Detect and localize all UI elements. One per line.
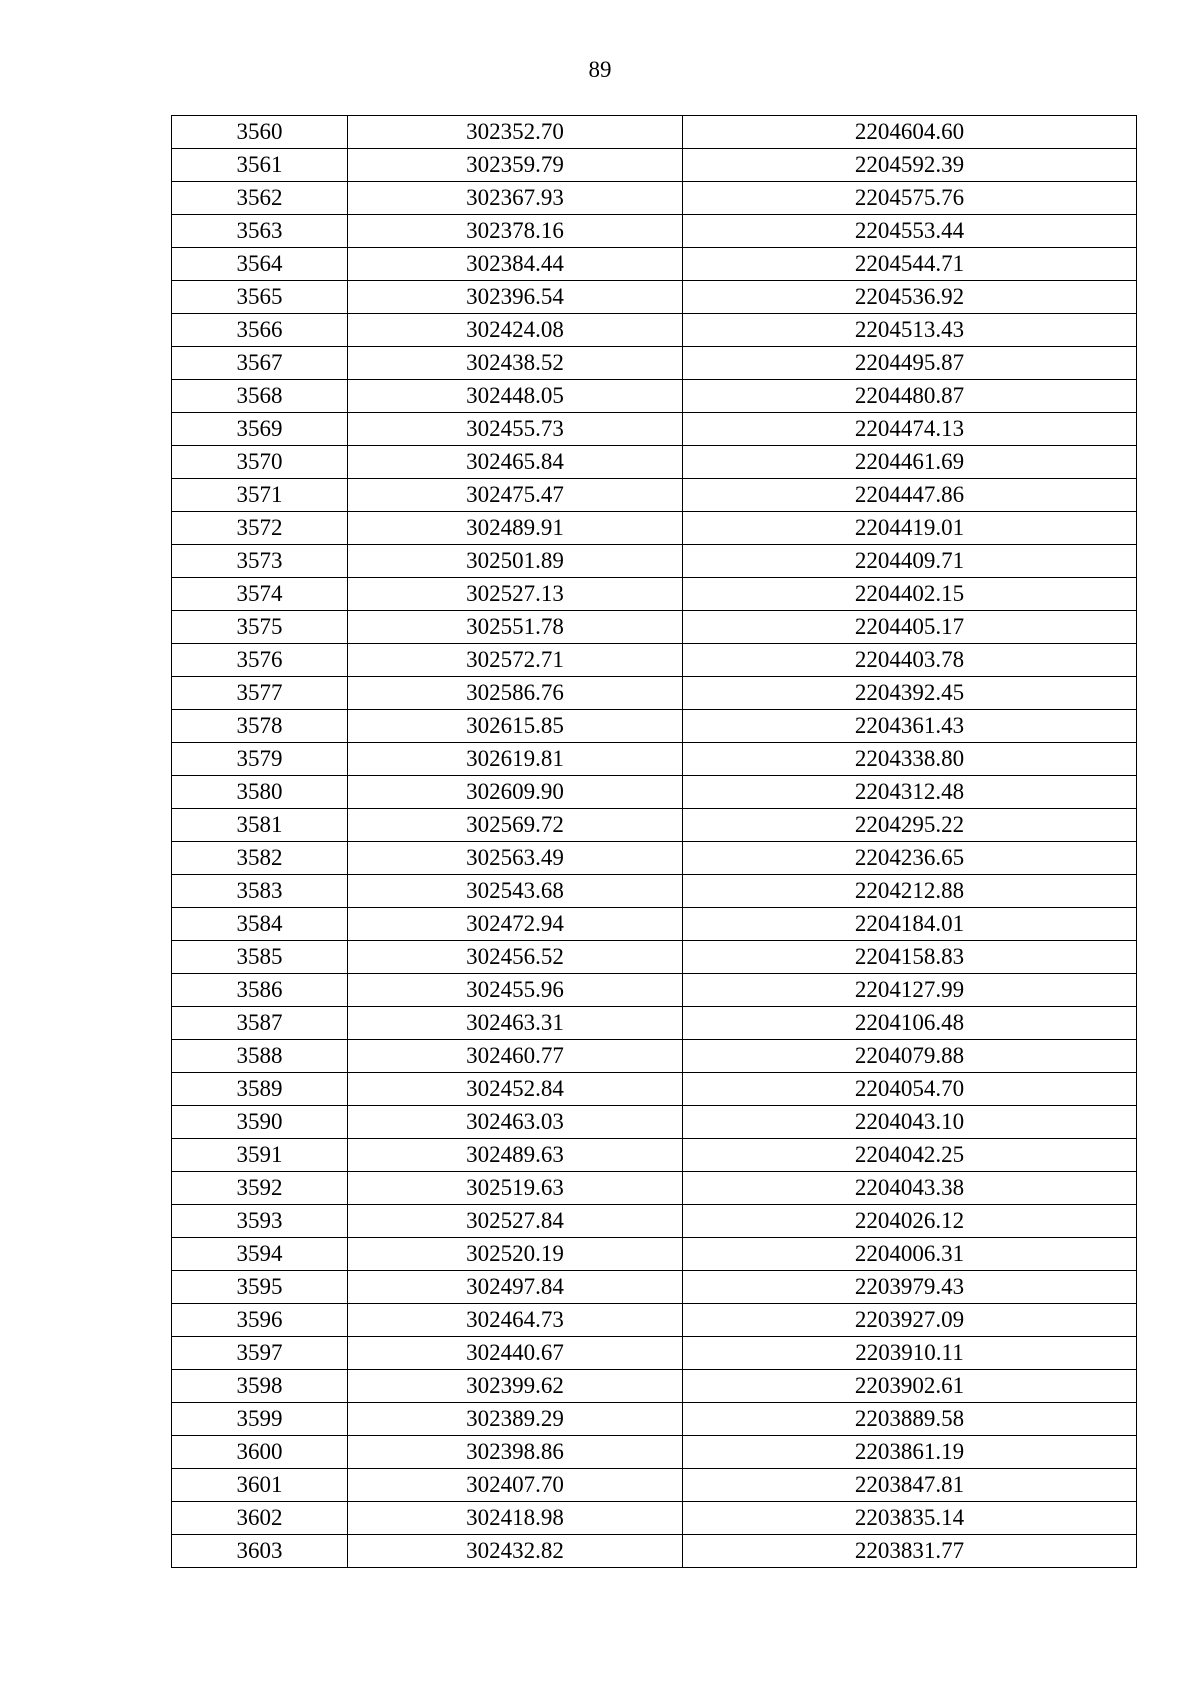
table-row — [172, 1337, 1137, 1370]
point-number-cell: 3561 — [172, 149, 348, 182]
x-coordinate-cell: 302501.89 — [348, 545, 683, 578]
table-row — [172, 875, 1137, 908]
table-row — [172, 1304, 1137, 1337]
x-coordinate-cell: 302440.67 — [348, 1337, 683, 1370]
point-number-cell: 3586 — [172, 974, 348, 1007]
table-row — [172, 1073, 1137, 1106]
y-coordinate-cell: 2204236.65 — [683, 842, 1137, 875]
table-row — [172, 1469, 1137, 1502]
point-number-cell: 3583 — [172, 875, 348, 908]
x-coordinate-cell: 302438.52 — [348, 347, 683, 380]
y-coordinate-cell: 2204054.70 — [683, 1073, 1137, 1106]
point-number-cell: 3600 — [172, 1436, 348, 1469]
y-coordinate-cell: 2204312.48 — [683, 776, 1137, 809]
point-number-cell: 3565 — [172, 281, 348, 314]
x-coordinate-cell: 302475.47 — [348, 479, 683, 512]
coordinates-table — [171, 115, 1137, 1568]
point-number-cell: 3582 — [172, 842, 348, 875]
point-number-cell: 3587 — [172, 1007, 348, 1040]
y-coordinate-cell: 2203861.19 — [683, 1436, 1137, 1469]
y-coordinate-cell: 2204043.10 — [683, 1106, 1137, 1139]
x-coordinate-cell: 302463.03 — [348, 1106, 683, 1139]
table-row — [172, 545, 1137, 578]
point-number-cell: 3593 — [172, 1205, 348, 1238]
point-number-cell: 3562 — [172, 182, 348, 215]
point-number-cell: 3602 — [172, 1502, 348, 1535]
point-number-cell: 3573 — [172, 545, 348, 578]
table-row — [172, 248, 1137, 281]
x-coordinate-cell: 302489.63 — [348, 1139, 683, 1172]
table-row — [172, 116, 1137, 149]
y-coordinate-cell: 2204402.15 — [683, 578, 1137, 611]
x-coordinate-cell: 302418.98 — [348, 1502, 683, 1535]
point-number-cell: 3597 — [172, 1337, 348, 1370]
table-row — [172, 1403, 1137, 1436]
x-coordinate-cell: 302384.44 — [348, 248, 683, 281]
table-row — [172, 512, 1137, 545]
y-coordinate-cell: 2204184.01 — [683, 908, 1137, 941]
x-coordinate-cell: 302563.49 — [348, 842, 683, 875]
x-coordinate-cell: 302551.78 — [348, 611, 683, 644]
point-number-cell: 3578 — [172, 710, 348, 743]
point-number-cell: 3564 — [172, 248, 348, 281]
point-number-cell: 3590 — [172, 1106, 348, 1139]
y-coordinate-cell: 2204405.17 — [683, 611, 1137, 644]
y-coordinate-cell: 2204392.45 — [683, 677, 1137, 710]
y-coordinate-cell: 2204295.22 — [683, 809, 1137, 842]
table-row — [172, 479, 1137, 512]
x-coordinate-cell: 302586.76 — [348, 677, 683, 710]
y-coordinate-cell: 2204006.31 — [683, 1238, 1137, 1271]
y-coordinate-cell: 2204409.71 — [683, 545, 1137, 578]
point-number-cell: 3577 — [172, 677, 348, 710]
table-row — [172, 842, 1137, 875]
y-coordinate-cell: 2204513.43 — [683, 314, 1137, 347]
y-coordinate-cell: 2204338.80 — [683, 743, 1137, 776]
table-row — [172, 1172, 1137, 1205]
table-row — [172, 1205, 1137, 1238]
x-coordinate-cell: 302460.77 — [348, 1040, 683, 1073]
y-coordinate-cell: 2204536.92 — [683, 281, 1137, 314]
page-number: 89 — [588, 57, 612, 82]
y-coordinate-cell: 2203979.43 — [683, 1271, 1137, 1304]
y-coordinate-cell: 2204495.87 — [683, 347, 1137, 380]
table-row — [172, 644, 1137, 677]
table-row — [172, 941, 1137, 974]
table-row — [172, 611, 1137, 644]
table-row — [172, 413, 1137, 446]
x-coordinate-cell: 302396.54 — [348, 281, 683, 314]
x-coordinate-cell: 302619.81 — [348, 743, 683, 776]
y-coordinate-cell: 2204212.88 — [683, 875, 1137, 908]
x-coordinate-cell: 302465.84 — [348, 446, 683, 479]
table-row — [172, 182, 1137, 215]
point-number-cell: 3566 — [172, 314, 348, 347]
table-row — [172, 1535, 1137, 1568]
y-coordinate-cell: 2203847.81 — [683, 1469, 1137, 1502]
x-coordinate-cell: 302367.93 — [348, 182, 683, 215]
y-coordinate-cell: 2204361.43 — [683, 710, 1137, 743]
x-coordinate-cell: 302464.73 — [348, 1304, 683, 1337]
x-coordinate-cell: 302543.68 — [348, 875, 683, 908]
x-coordinate-cell: 302359.79 — [348, 149, 683, 182]
point-number-cell: 3574 — [172, 578, 348, 611]
x-coordinate-cell: 302519.63 — [348, 1172, 683, 1205]
y-coordinate-cell: 2203835.14 — [683, 1502, 1137, 1535]
y-coordinate-cell: 2204544.71 — [683, 248, 1137, 281]
y-coordinate-cell: 2204026.12 — [683, 1205, 1137, 1238]
y-coordinate-cell: 2204480.87 — [683, 380, 1137, 413]
x-coordinate-cell: 302497.84 — [348, 1271, 683, 1304]
x-coordinate-cell: 302489.91 — [348, 512, 683, 545]
y-coordinate-cell: 2203927.09 — [683, 1304, 1137, 1337]
table-row — [172, 149, 1137, 182]
point-number-cell: 3579 — [172, 743, 348, 776]
x-coordinate-cell: 302520.19 — [348, 1238, 683, 1271]
point-number-cell: 3572 — [172, 512, 348, 545]
y-coordinate-cell: 2203902.61 — [683, 1370, 1137, 1403]
x-coordinate-cell: 302527.13 — [348, 578, 683, 611]
y-coordinate-cell: 2204474.13 — [683, 413, 1137, 446]
table-row — [172, 1238, 1137, 1271]
x-coordinate-cell: 302472.94 — [348, 908, 683, 941]
y-coordinate-cell: 2204575.76 — [683, 182, 1137, 215]
table-row — [172, 347, 1137, 380]
y-coordinate-cell: 2203889.58 — [683, 1403, 1137, 1436]
x-coordinate-cell: 302424.08 — [348, 314, 683, 347]
table-row — [172, 1271, 1137, 1304]
point-number-cell: 3585 — [172, 941, 348, 974]
y-coordinate-cell: 2204419.01 — [683, 512, 1137, 545]
x-coordinate-cell: 302615.85 — [348, 710, 683, 743]
point-number-cell: 3599 — [172, 1403, 348, 1436]
y-coordinate-cell: 2204461.69 — [683, 446, 1137, 479]
table-row — [172, 1502, 1137, 1535]
x-coordinate-cell: 302432.82 — [348, 1535, 683, 1568]
point-number-cell: 3567 — [172, 347, 348, 380]
table-row — [172, 809, 1137, 842]
point-number-cell: 3571 — [172, 479, 348, 512]
point-number-cell: 3560 — [172, 116, 348, 149]
x-coordinate-cell: 302389.29 — [348, 1403, 683, 1436]
y-coordinate-cell: 2204592.39 — [683, 149, 1137, 182]
point-number-cell: 3581 — [172, 809, 348, 842]
point-number-cell: 3594 — [172, 1238, 348, 1271]
table-row — [172, 1040, 1137, 1073]
x-coordinate-cell: 302399.62 — [348, 1370, 683, 1403]
x-coordinate-cell: 302569.72 — [348, 809, 683, 842]
point-number-cell: 3584 — [172, 908, 348, 941]
x-coordinate-cell: 302448.05 — [348, 380, 683, 413]
point-number-cell: 3563 — [172, 215, 348, 248]
point-number-cell: 3598 — [172, 1370, 348, 1403]
y-coordinate-cell: 2204042.25 — [683, 1139, 1137, 1172]
x-coordinate-cell: 302352.70 — [348, 116, 683, 149]
table-row — [172, 743, 1137, 776]
point-number-cell: 3575 — [172, 611, 348, 644]
x-coordinate-cell: 302407.70 — [348, 1469, 683, 1502]
y-coordinate-cell: 2204079.88 — [683, 1040, 1137, 1073]
table-row — [172, 677, 1137, 710]
table-row — [172, 314, 1137, 347]
table-row — [172, 578, 1137, 611]
table-row — [172, 710, 1137, 743]
table-row — [172, 281, 1137, 314]
y-coordinate-cell: 2204447.86 — [683, 479, 1137, 512]
y-coordinate-cell: 2204553.44 — [683, 215, 1137, 248]
table-row — [172, 380, 1137, 413]
y-coordinate-cell: 2204604.60 — [683, 116, 1137, 149]
point-number-cell: 3596 — [172, 1304, 348, 1337]
table-row — [172, 1370, 1137, 1403]
point-number-cell: 3601 — [172, 1469, 348, 1502]
x-coordinate-cell: 302452.84 — [348, 1073, 683, 1106]
table-row — [172, 776, 1137, 809]
table-row — [172, 1007, 1137, 1040]
y-coordinate-cell: 2204106.48 — [683, 1007, 1137, 1040]
point-number-cell: 3576 — [172, 644, 348, 677]
x-coordinate-cell: 302455.96 — [348, 974, 683, 1007]
y-coordinate-cell: 2204127.99 — [683, 974, 1137, 1007]
point-number-cell: 3591 — [172, 1139, 348, 1172]
x-coordinate-cell: 302378.16 — [348, 215, 683, 248]
table-row — [172, 446, 1137, 479]
y-coordinate-cell: 2204403.78 — [683, 644, 1137, 677]
table-row — [172, 1139, 1137, 1172]
table-row — [172, 1436, 1137, 1469]
y-coordinate-cell: 2203910.11 — [683, 1337, 1137, 1370]
point-number-cell: 3580 — [172, 776, 348, 809]
point-number-cell: 3570 — [172, 446, 348, 479]
y-coordinate-cell: 2203831.77 — [683, 1535, 1137, 1568]
table-row — [172, 1106, 1137, 1139]
table-row — [172, 908, 1137, 941]
point-number-cell: 3568 — [172, 380, 348, 413]
table-row — [172, 974, 1137, 1007]
point-number-cell: 3592 — [172, 1172, 348, 1205]
y-coordinate-cell: 2204043.38 — [683, 1172, 1137, 1205]
point-number-cell: 3569 — [172, 413, 348, 446]
x-coordinate-cell: 302572.71 — [348, 644, 683, 677]
y-coordinate-cell: 2204158.83 — [683, 941, 1137, 974]
point-number-cell: 3595 — [172, 1271, 348, 1304]
coordinates-table-body — [172, 116, 1137, 1568]
x-coordinate-cell: 302527.84 — [348, 1205, 683, 1238]
point-number-cell: 3589 — [172, 1073, 348, 1106]
x-coordinate-cell: 302456.52 — [348, 941, 683, 974]
x-coordinate-cell: 302455.73 — [348, 413, 683, 446]
x-coordinate-cell: 302463.31 — [348, 1007, 683, 1040]
x-coordinate-cell: 302609.90 — [348, 776, 683, 809]
point-number-cell: 3603 — [172, 1535, 348, 1568]
table-row — [172, 215, 1137, 248]
x-coordinate-cell: 302398.86 — [348, 1436, 683, 1469]
point-number-cell: 3588 — [172, 1040, 348, 1073]
